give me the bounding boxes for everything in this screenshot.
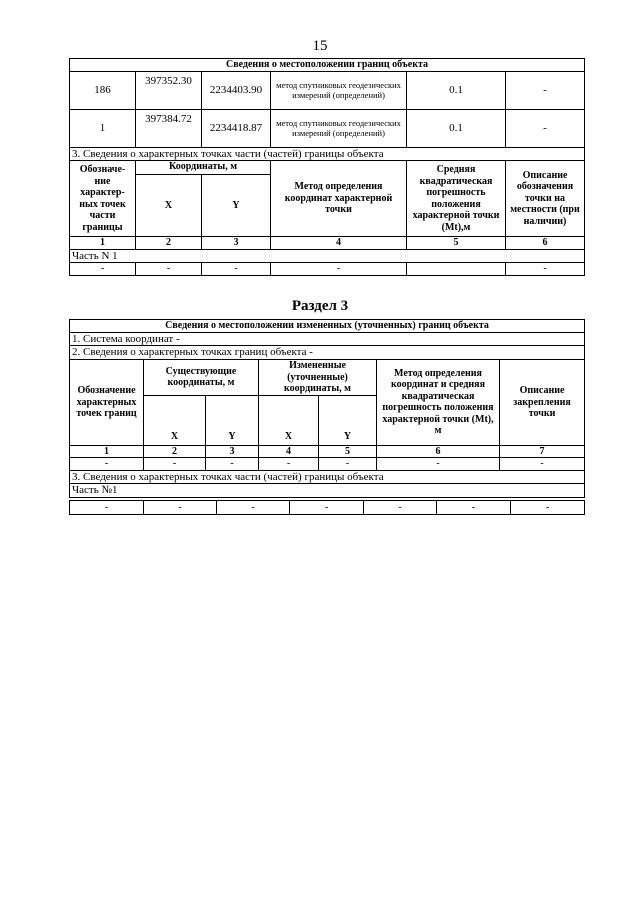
table-row	[70, 71, 585, 109]
dash-cell: -	[506, 263, 585, 276]
column-numbers-row	[70, 445, 585, 458]
table-row	[70, 501, 585, 515]
y-coordinate: 2234418.87	[202, 109, 271, 147]
part-points-table	[69, 500, 585, 515]
header-y: Y	[206, 395, 259, 445]
header-y: Y	[319, 395, 377, 445]
section-title: Раздел 3	[291, 298, 349, 314]
header-existing-coordinates: Существующие координаты, м	[144, 359, 259, 395]
col-number: 3	[206, 445, 259, 458]
dash-cell: -	[364, 501, 437, 515]
header-designation: Обозначение характерных точек границ	[70, 359, 144, 445]
dash-cell: -	[202, 263, 271, 276]
dash-cell: -	[70, 458, 144, 471]
table-row	[70, 458, 585, 471]
page-number: 15	[312, 38, 328, 54]
header-y: Y	[202, 175, 271, 237]
col-number: 5	[319, 445, 377, 458]
col-number: 1	[70, 445, 144, 458]
header-coordinates: Координаты, м	[136, 161, 271, 175]
table1-caption: Сведения о местоположении границ объекта	[70, 59, 585, 72]
dash-cell: -	[70, 263, 136, 276]
dash-cell: -	[144, 501, 217, 515]
dash-cell: -	[377, 458, 500, 471]
col-number: 6	[377, 445, 500, 458]
point-id: 1	[70, 109, 136, 147]
point-id: 186	[70, 71, 136, 109]
col-number: 2	[136, 237, 202, 250]
header-x: X	[144, 395, 206, 445]
col-number: 6	[506, 237, 585, 250]
dash-cell: -	[259, 458, 319, 471]
accuracy-cell: 0.1	[407, 109, 506, 147]
dash-cell: -	[319, 458, 377, 471]
col-number: 4	[271, 237, 407, 250]
dash-cell: -	[511, 501, 585, 515]
dash-cell: -	[271, 263, 407, 276]
dash-cell: -	[437, 501, 511, 515]
boundary-points-table	[69, 58, 585, 276]
col-number: 3	[202, 237, 271, 250]
table2-part-label: Часть №1	[70, 484, 585, 498]
table1-part-label: Часть N 1	[70, 249, 585, 263]
dash-cell: -	[290, 501, 364, 515]
header-method: Метод определения координат характерной точки	[271, 161, 407, 237]
header-accuracy: Средняя квадратическая погрешность положения характерной точки (Mt),м	[407, 161, 506, 237]
dash-cell: -	[206, 458, 259, 471]
column-numbers-row	[70, 237, 585, 250]
coordinate-system-line: 1. Система координат -	[70, 332, 585, 346]
dash-cell: -	[500, 458, 585, 471]
col-number: 5	[407, 237, 506, 250]
description-cell: -	[506, 71, 585, 109]
boundary-points-line: 2. Сведения о характерных точках границ объекта -	[70, 346, 585, 360]
y-coordinate: 2234403.90	[202, 71, 271, 109]
header-x: X	[259, 395, 319, 445]
header-changed-coordinates: Измененные (уточненные) координаты, м	[259, 359, 377, 395]
table2-section3-title: 3. Сведения о характерных точках части (частей) границы объекта	[70, 470, 585, 484]
description-cell: -	[506, 109, 585, 147]
dash-cell	[407, 263, 506, 276]
col-number: 2	[144, 445, 206, 458]
accuracy-cell: 0.1	[407, 71, 506, 109]
method-cell: метод спутниковых геодезических измерений (определений)	[271, 71, 407, 109]
dash-cell: -	[136, 263, 202, 276]
header-description: Описание закрепления точки	[500, 359, 585, 445]
col-number: 4	[259, 445, 319, 458]
dash-cell: -	[217, 501, 290, 515]
dash-cell: -	[144, 458, 206, 471]
table-row	[70, 263, 585, 276]
header-designation: Обозначе-ние характер-ных точек части границы	[70, 161, 136, 237]
header-method: Метод определения координат и средняя квадратическая погрешность положения характерной точки (Mt), м	[377, 359, 500, 445]
dash-cell: -	[70, 501, 144, 515]
table-row	[70, 109, 585, 147]
header-description: Описание обозначения точки на местности (при наличии)	[506, 161, 585, 237]
changed-boundaries-table	[69, 319, 585, 498]
table2-caption: Сведения о местоположении измененных (уточненных) границ объекта	[70, 320, 585, 333]
x-coordinate: 397384.72	[136, 109, 202, 147]
col-number: 7	[500, 445, 585, 458]
x-coordinate: 397352.30	[136, 71, 202, 109]
header-x: X	[136, 175, 202, 237]
method-cell: метод спутниковых геодезических измерений (определений)	[271, 109, 407, 147]
table1-section3-title: 3. Сведения о характерных точках части (частей) границы объекта	[70, 147, 585, 161]
col-number: 1	[70, 237, 136, 250]
